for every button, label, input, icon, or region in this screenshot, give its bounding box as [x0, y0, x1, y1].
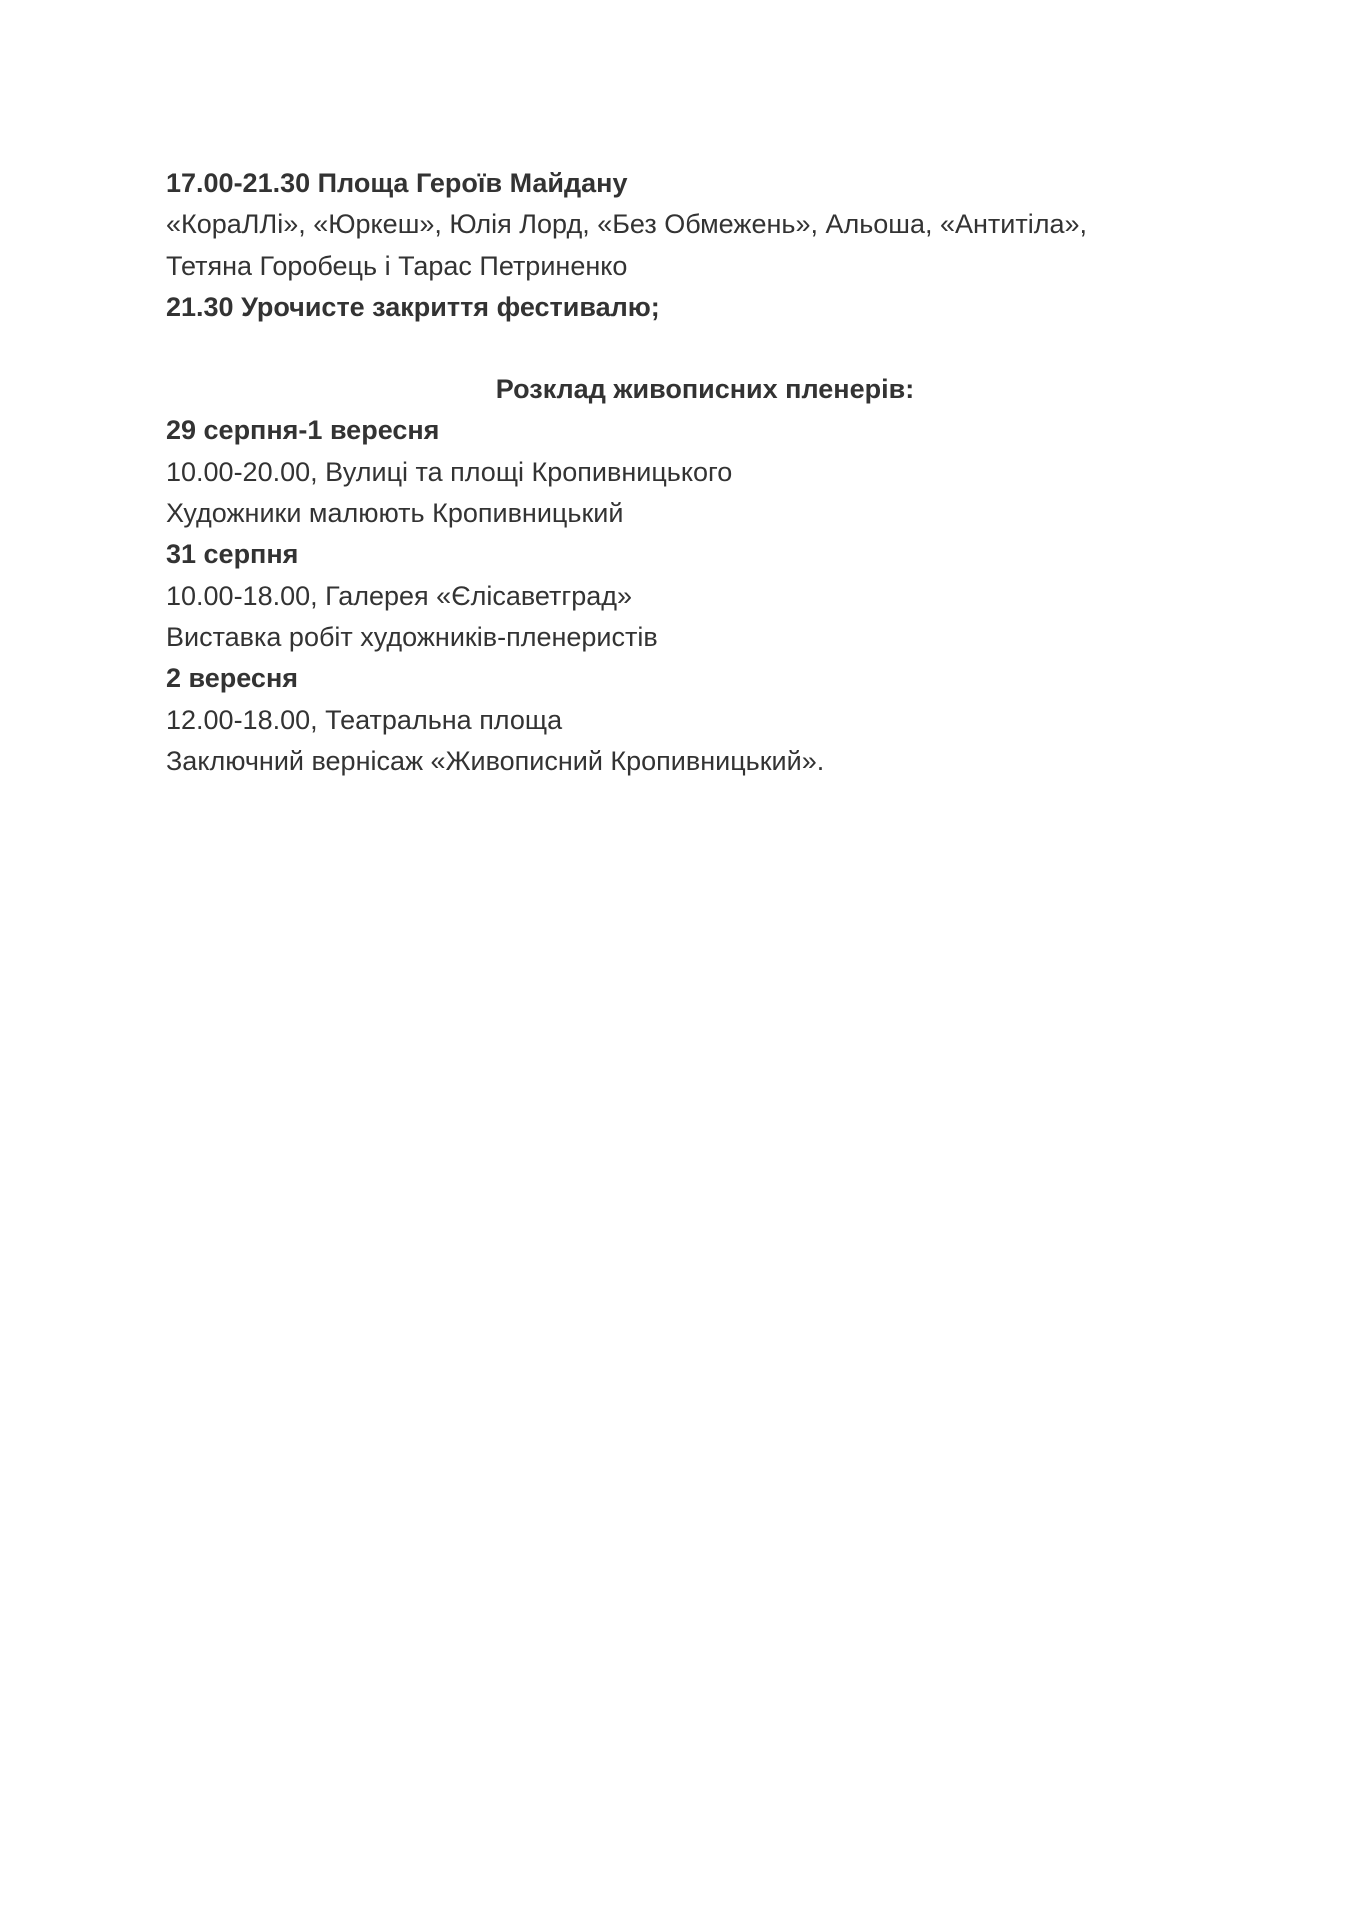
concert-time-place: 17.00-21.30 Площа Героїв Майдану	[166, 168, 628, 198]
document-body	[166, 163, 1226, 782]
plein-air-event	[166, 410, 1226, 534]
plein-air-event	[166, 658, 1226, 782]
plein-air-section	[166, 369, 1226, 782]
concert-block	[166, 163, 1226, 328]
event-description: Заключний вернісаж «Живописний Кропивницький».	[166, 745, 825, 776]
event-date: 2 вересня	[166, 663, 299, 694]
performers-line-1: «КораЛЛі», «Юркеш», Юлія Лорд, «Без Обмежень», Альоша, «Антитіла»,	[166, 209, 1088, 240]
event-time-place: 10.00-20.00, Вулиці та площі Кропивницького	[166, 456, 733, 487]
spacer	[166, 328, 1226, 369]
event-time-place: 12.00-18.00, Театральна площа	[166, 704, 563, 735]
event-time-place: 10.00-18.00, Галерея «Єлісаветград»	[166, 580, 633, 611]
event-description: Виставка робіт художників-пленеристів	[166, 621, 658, 652]
performers-line-2: Тетяна Горобець і Тарас Петриненко	[166, 250, 628, 281]
event-date: 29 серпня-1 вересня	[166, 415, 440, 446]
event-date: 31 серпня	[166, 539, 299, 570]
festival-closing: 21.30 Урочисте закриття фестивалю;	[166, 291, 660, 322]
event-description: Художники малюють Кропивницький	[166, 498, 624, 529]
plein-air-heading: Розклад живописних пленерів:	[495, 374, 915, 405]
plein-air-event	[166, 534, 1226, 658]
